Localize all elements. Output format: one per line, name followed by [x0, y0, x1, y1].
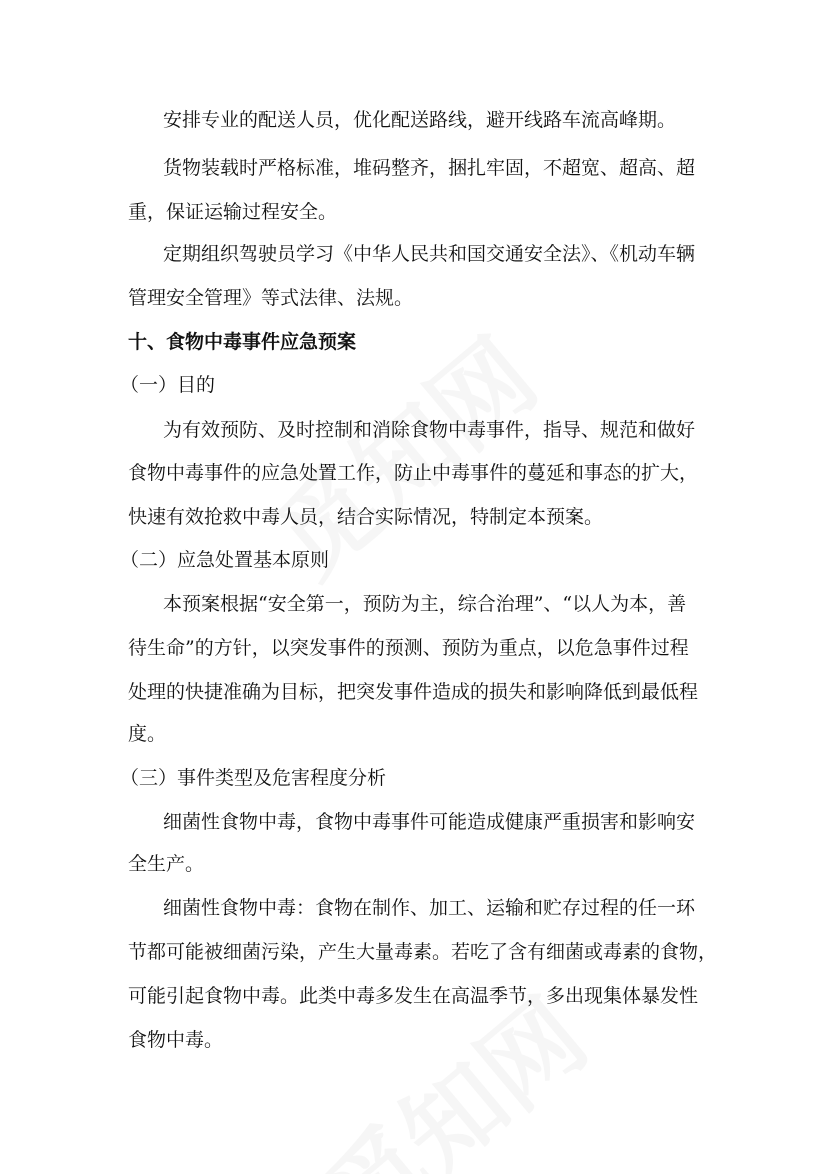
paragraph-line: 全生产。 [128, 853, 205, 875]
paragraph-line: 节都可能被细菌污染，产生大量毒素。若吃了含有细菌或毒素的食物， [128, 941, 718, 963]
paragraph-line: 本预案根据“安全第一，预防为主，综合治理”、“以人为本，善 [163, 593, 687, 615]
paragraph-line: 货物装载时严格标准，堆码整齐，捆扎牢固，不超宽、超高、超 [163, 157, 696, 179]
paragraph-line: 可能引起食物中毒。此类中毒多发生在高温季节，多出现集体暴发性 [128, 985, 699, 1007]
paragraph-line: 为有效预防、及时控制和消除食物中毒事件，指导、规范和做好 [163, 419, 696, 441]
paragraph-line: 细菌性食物中毒：食物在制作、加工、运输和贮存过程的任一环 [163, 897, 696, 919]
paragraph-line: 快速有效抢救中毒人员，结合实际情况，特制定本预案。 [128, 506, 604, 528]
paragraph-line: 食物中毒。 [128, 1029, 224, 1051]
paragraph-line: 安排专业的配送人员，优化配送路线，避开线路车流高峰期。 [163, 109, 677, 131]
paragraph-line: 管理安全管理》等式法律、法规。 [128, 287, 414, 309]
paragraph-line: 食物中毒事件的应急处置工作，防止中毒事件的蔓延和事态的扩大， [128, 462, 699, 484]
paragraph-line: 细菌性食物中毒，食物中毒事件可能造成健康严重损害和影响安 [163, 811, 696, 833]
section-heading: 十、食物中毒事件应急预案 [128, 331, 357, 353]
subsection-heading: （一）目的 [120, 374, 216, 396]
paragraph-line: 定期组织驾驶员学习《中华人民共和国交通安全法》、《机动车辆 [163, 243, 696, 265]
paragraph-line: 待生命”的方针，以突发事件的预测、预防为重点，以危急事件过程 [128, 637, 689, 659]
subsection-heading: （三）事件类型及危害程度分析 [120, 767, 387, 789]
paragraph-line: 度。 [128, 723, 167, 745]
paragraph-line: 处理的快捷准确为目标，把突发事件造成的损失和影响降低到最低程 [128, 681, 699, 703]
paragraph-line: 重，保证运输过程安全。 [128, 201, 338, 223]
subsection-heading: （二）应急处置基本原则 [120, 549, 330, 571]
